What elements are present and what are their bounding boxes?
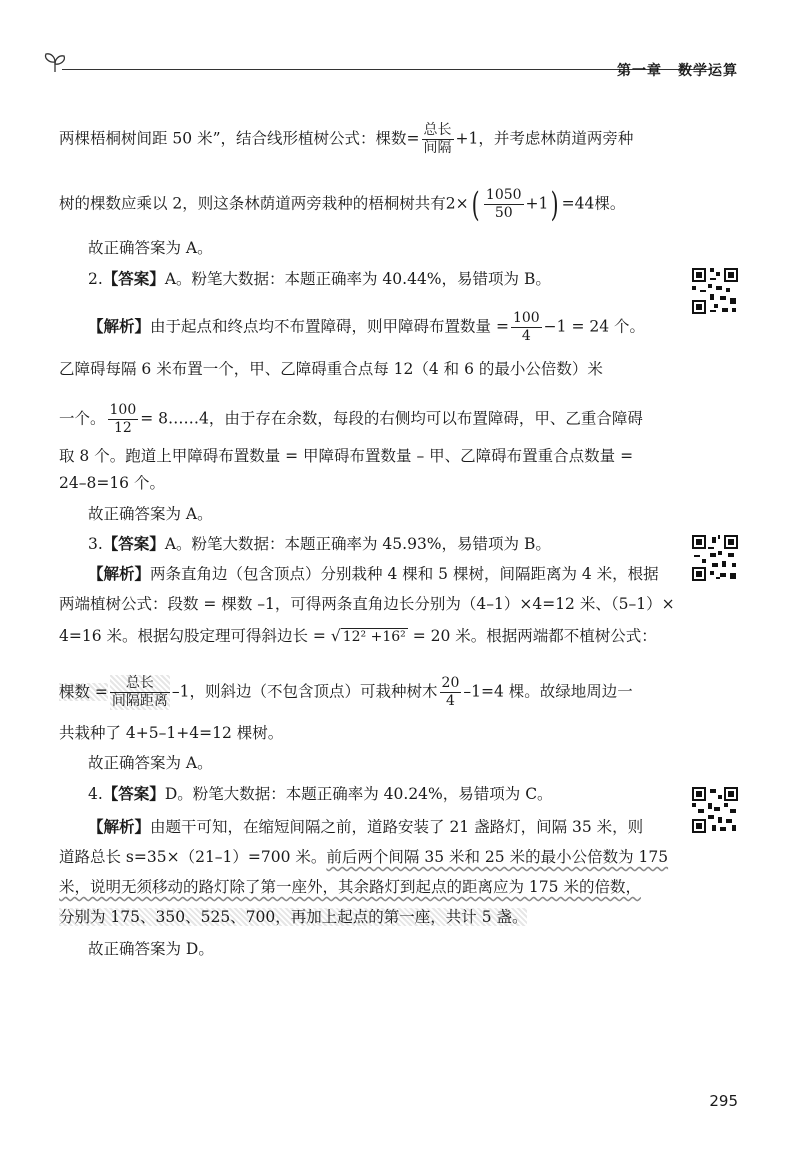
text-line: 两棵梧桐树间距 50 米”，结合线形植树公式：棵数= $\frac{\text{总长}}{\text{间隔}}$ +1，并考虑林荫道两旁种	[59, 122, 634, 156]
explanation-line: 【解析】两条直角边（包含顶点）分别栽种 4 棵和 5 棵树，间隔距离为 4 米，根据	[88, 565, 659, 583]
text-line: 分别为 175、350、525、700，再加上起点的第一座，共计 5 盏。	[59, 908, 528, 926]
text-line: 4=16 米。根据勾股定理可得斜边长 = √ 12² +16² = 20 米。根据两端都不植树公式：	[59, 627, 657, 645]
text-line: 树的棵数应乘以 2，则这条林荫道两旁栽种的梧桐树共有2×( $\frac{1050}{50}$ +1) =44棵。	[59, 184, 626, 225]
page-number: 295	[709, 1092, 738, 1110]
qr-code-icon[interactable]	[690, 533, 740, 583]
text-line: 两端植树公式：段数 = 棵数 –1，可得两条直角边长分别为（4–1）×4=12 米、（5–1）×	[59, 595, 675, 613]
text-line: 故正确答案为 A。	[88, 239, 213, 257]
text-line: 共栽种了 4+5–1+4=12 棵树。	[59, 724, 284, 742]
fraction: $\frac{20}{4}$	[441, 675, 460, 709]
qr-code-icon[interactable]	[690, 785, 740, 835]
fraction: $\frac{\text{总长}}{\text{间隔距离}}$	[111, 675, 168, 709]
explanation-line: 【解析】由题干可知，在缩短间隔之前，道路安装了 21 盏路灯，间隔 35 米，则	[88, 818, 644, 836]
leaf-icon	[42, 52, 68, 74]
chapter-heading: 第一章 数学运算	[617, 63, 738, 79]
answer-line: 4.【答案】D。粉笔大数据：本题正确率为 40.24%，易错项为 C。	[88, 785, 553, 803]
fraction: $\frac{100}{4}$	[512, 310, 540, 344]
text-line: 取 8 个。跑道上甲障碍布置数量 = 甲障碍布置数量 – 甲、乙障碍布置重合点数量 =	[59, 447, 634, 465]
qr-code-icon[interactable]	[690, 266, 740, 316]
text-line: 故正确答案为 D。	[88, 940, 214, 958]
answer-line: 2.【答案】A。粉笔大数据：本题正确率为 40.44%，易错项为 B。	[88, 270, 551, 288]
text-line: 24–8=16 个。	[59, 474, 165, 492]
text-line: 故正确答案为 A。	[88, 754, 213, 772]
text-line: 米，说明无须移动的路灯除了第一座外，其余路灯到起点的距离应为 175 米的倍数，	[59, 878, 641, 896]
fraction: $\frac{100}{12}$	[109, 402, 137, 436]
text-line: 棵数 = $\frac{\text{总长}}{\text{间隔距离}}$ –1，则斜边（不包含顶点）可栽种树木 $\frac{20}{4}$ –1=4 棵。故绿地周边一	[59, 675, 633, 709]
fraction: $\frac{\text{总长}}{\text{间隔}}$	[423, 122, 452, 156]
text-line: 道路总长 s=35×（21–1）=700 米。前后两个间隔 35 米和 25 米的最小公倍数为 175	[59, 848, 669, 866]
answer-line: 3.【答案】A。粉笔大数据：本题正确率为 45.93%，易错项为 B。	[88, 535, 551, 553]
text-line: 一个。 $\frac{100}{12}$ = 8……4，由于存在余数，每段的右侧均可以布置障碍，甲、乙重合障碍	[59, 402, 643, 436]
text-line: 故正确答案为 A。	[88, 505, 213, 523]
text-line: 乙障碍每隔 6 米布置一个，甲、乙障碍重合点每 12（4 和 6 的最小公倍数）米	[59, 360, 603, 378]
header-rule	[62, 69, 712, 70]
fraction: $\frac{1050}{50}$	[485, 187, 522, 221]
explanation-line: 【解析】由于起点和终点均不布置障碍，则甲障碍布置数量 = $\frac{100}{4}$ −1 = 24 个。	[88, 310, 646, 344]
